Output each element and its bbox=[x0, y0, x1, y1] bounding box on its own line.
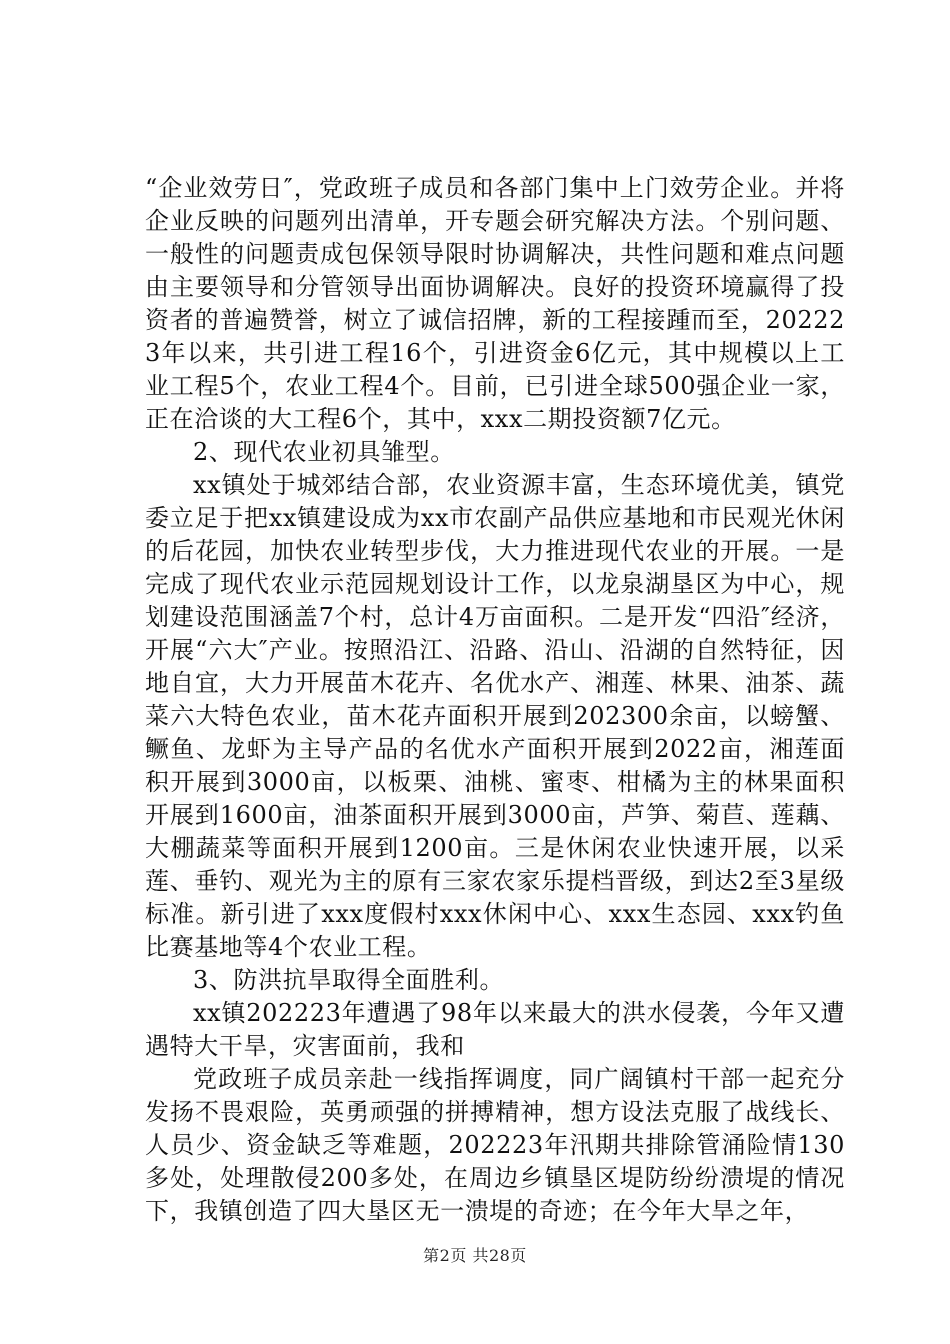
paragraph-5: xx镇202223年遭遇了98年以来最大的洪水侵袭，今年又遭遇特大干旱，灾害面前，我和 bbox=[145, 999, 845, 1060]
paragraph-heading-2: 2、现代农业初具雏型。 bbox=[193, 438, 455, 466]
paragraph-1: “企业效劳日″，党政班子成员和各部门集中上门效劳企业。并将企业反映的问题列出清单，开专题会研究解决方法。个别问题、一般性的问题责成包保领导限时协调解决，共性问题和难点问题由主要领导和分管领导出面协调解决。良好的投资环境赢得了投资者的普遍赞誉，树立了诚信招牌，新的工程接踵而至，202223年以来，共引进工程16个，引进资金6亿元，其中规模以上工业工程5个，农业工程4个。目前，已引进全球500强企业一家，正在洽谈的大工程6个，其中，xxx二期投资额7亿元。 bbox=[145, 174, 845, 433]
paragraph-6: 党政班子成员亲赴一线指挥调度，同广阔镇村干部一起充分发扬不畏艰险，英勇顽强的拼搏精神，想方设法克服了战线长、人员少、资金缺乏等难题，202223年汛期共排除管涌险情130多处，处理散侵200多处，在周边乡镇垦区堤防纷纷溃堤的情况下，我镇创造了四大垦区无一溃堤的奇迹；在今年大旱之年， bbox=[145, 1065, 845, 1225]
page-footer: 第2页 共28页 bbox=[423, 1246, 527, 1265]
document-body bbox=[145, 172, 845, 1228]
paragraph-3: xx镇处于城郊结合部，农业资源丰富，生态环境优美，镇党委立足于把xx镇建设成为xx市农副产品供应基地和市民观光休闲的后花园，加快农业转型步伐，大力推进现代农业的开展。一是完成了现代农业示范园规划设计工作，以龙泉湖垦区为中心，规划建设范围涵盖7个村，总计4万亩面积。二是开发“四沿″经济，开展“六大″产业。按照沿江、沿路、沿山、沿湖的自然特征，因地自宜，大力开展苗木花卉、名优水产、湘莲、林果、油茶、蔬菜六大特色农业，苗木花卉面积开展到202300余亩，以螃蟹、鳜鱼、龙虾为主导产品的名优水产面积开展到2022亩，湘莲面积开展到3000亩，以板栗、油桃、蜜枣、柑橘为主的林果面积开展到1600亩，油茶面积开展到3000亩，芦笋、菊苣、莲藕、大棚蔬菜等面积开展到1200亩。三是休闲农业快速开展，以采莲、垂钓、观光为主的原有三家农家乐提档晋级，到达2至3星级标准。新引进了xxx度假村xxx休闲中心、xxx生态园、xxx钓鱼比赛基地等4个农业工程。 bbox=[145, 471, 845, 961]
paragraph-heading-3: 3、防洪抗旱取得全面胜利。 bbox=[193, 966, 505, 994]
